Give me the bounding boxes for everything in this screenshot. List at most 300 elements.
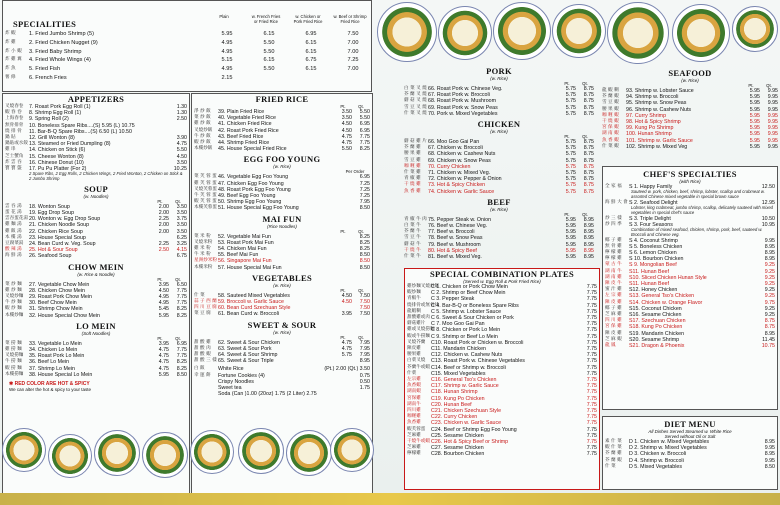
item-price: 5.75 [565, 86, 576, 92]
item-price: (Pt.) 2.00 (Qt.) 3.50 [324, 366, 370, 373]
item-price: 4.75 [176, 141, 187, 148]
menu-item [194, 391, 370, 397]
item-price: 7.75 [586, 377, 597, 384]
item-price: 7.75 [586, 408, 597, 415]
item-price: 5.50 [263, 48, 275, 55]
item-price: 8.95 [764, 243, 775, 250]
item-price: 2.50 [176, 116, 187, 123]
column-header: Qt. [582, 211, 588, 217]
item-price: 5.95 [749, 119, 760, 126]
menu-item [404, 189, 594, 195]
item-price: 2.00 [158, 222, 169, 229]
item-chinese-name: 宮保雞 [407, 395, 421, 401]
item-chinese-name: 芝士蟹角 [5, 153, 24, 159]
item-chinese-name: 牛 炒 麵 [5, 300, 22, 306]
item-price: 8.95 [764, 330, 775, 337]
item-chinese-name: 叉燒炒飯 [194, 127, 213, 133]
column-header: Plain [219, 14, 229, 19]
item-name: C 6. Sweet & Sour Chicken or Pork [431, 315, 514, 322]
item-chinese-name: 白 菜 叉 燒 [404, 86, 427, 91]
item-price [331, 74, 373, 83]
item-chinese-name: 雞 炒 麵 [5, 287, 22, 293]
item-chinese-name: 咖 喱 雞 [404, 163, 421, 169]
item-price: 5.95 [749, 137, 760, 144]
item-name: 56. Singapore Mai Fun [218, 258, 272, 265]
item-chinese-name: 龍 蝦 糊 [602, 88, 619, 93]
item-chinese-name: 菜 炒 飯 [194, 115, 211, 121]
item-name: C27. Sesame Chicken [431, 445, 484, 452]
item-price: 7.75 [586, 284, 597, 290]
item-name: 95. Shrimp w. Snow Peas [626, 100, 687, 107]
item-name: 32. House Special Chow Mein [29, 312, 100, 319]
item-price: 7.95 [359, 352, 370, 359]
item-name: D 4. Shrimp w. Broccoli [629, 457, 684, 464]
item-chinese-name: 什 菜 叉 燒 [404, 110, 427, 116]
item-name: 7. Roast Pork Egg Roll (1) [29, 104, 91, 110]
item-name: 74. Chicken w. Garlic Sauce [428, 188, 495, 195]
item-name: 14. Chicken on Stick (6) [29, 147, 86, 154]
item-price: 9.95 [767, 131, 778, 138]
item-name: 79. Beef w. Mushroom [428, 241, 481, 248]
item-price: 5.75 [565, 145, 576, 152]
item-name: 48. Roast Pork Egg Foo Young [218, 186, 291, 193]
item-price: 6.95 [359, 174, 370, 181]
item-name: 30. Beef Chow Mein [29, 300, 77, 307]
item-chinese-name: 炸 小 蝦 [5, 48, 22, 54]
item-name: 64. Sweet & Sour Shrimp [218, 352, 278, 359]
item-chinese-name: 雞 撈 麵 [5, 347, 22, 353]
item-name: S 6. Lemon Chicken [629, 250, 677, 256]
item-price: 8.75 [583, 170, 594, 177]
food-plate-image [493, 2, 551, 60]
item-price: 5.75 [565, 163, 576, 170]
item-chinese-name: 湖 南 雞 [605, 274, 622, 280]
item-chinese-name: 雞 麵 湯 [5, 222, 22, 228]
item-price: 6.50 [176, 281, 187, 288]
item-chinese-name: 菜 芙 蓉 蛋 [194, 174, 217, 180]
food-plate-image [94, 430, 140, 476]
item-price: 7.75 [586, 358, 597, 365]
item-chinese-name: 蝦 芙 蓉 蛋 [194, 199, 217, 205]
item-name: C21. Chicken Szechuan Style [431, 408, 502, 415]
item-price: 7.75 [586, 290, 597, 297]
item-chinese-name: 芝 麻 雞 [605, 312, 622, 318]
item-price: 4.75 [341, 339, 352, 346]
item-price: 7.50 [359, 299, 370, 306]
item-chinese-name: 雞 米 粉 [194, 246, 211, 252]
item-price: 7.75 [176, 287, 187, 294]
item-price: 5.95 [749, 112, 760, 119]
specialities-list [5, 30, 371, 83]
item-name: 99. Kung Po Shrimp [626, 125, 674, 132]
beef-list [404, 212, 594, 260]
combo-title: SPECIAL COMBINATION PLATES [430, 269, 574, 279]
item-price: 8.75 [764, 318, 775, 325]
item-price: 6.15 [305, 39, 317, 46]
item-chinese-name: 湖南蝦 [407, 389, 421, 395]
item-price: 8.95 [764, 439, 775, 445]
item-name: 65. Sweet & Sour Triple [218, 358, 274, 365]
item-price: 7.75 [176, 294, 187, 301]
item-chinese-name: 青 椒 雞 [404, 176, 421, 182]
item-price: 7.75 [176, 300, 187, 307]
item-price: 1.75 [359, 385, 370, 392]
item-name: 100. Hunan Shrimp [626, 131, 672, 138]
item-name: S17. Szechuan Chicken [629, 318, 686, 325]
item-name: 66. Roast Pork w. Chinese Veg. [428, 86, 503, 92]
item-chinese-name: 蘑 菇 雞 片 [404, 139, 427, 145]
lo-mein-subtitle: (Soft Noodles) [81, 330, 111, 336]
column-header: Pt. [564, 211, 570, 217]
item-price: 2.25 [158, 216, 169, 223]
item-name: Sweet tea [218, 385, 242, 392]
item-name: C15. Mixed Vegetables [431, 370, 486, 377]
item-price: 8.75 [583, 176, 594, 183]
item-description: Combination of mixed seafood, chicken, shrimp, pork, beef, sauteed w. Broccoli and Chinese veg. [631, 227, 763, 237]
item-chinese-name: 無 骨 雞 [605, 243, 622, 249]
item-price: 8.25 [176, 312, 187, 319]
item-name: 54. Chicken Mai Fun [218, 246, 267, 253]
item-price: 0.75 [359, 372, 370, 379]
item-price: 7.50 [359, 305, 370, 312]
item-price: 9.25 [764, 281, 775, 288]
item-price: 7.75 [586, 445, 597, 452]
column-header: Pt. [340, 334, 346, 340]
item-chinese-name: 豆腐菜湯 [5, 241, 24, 247]
item-price: 3.95 [341, 311, 352, 318]
item-price: 5.95 [565, 229, 576, 236]
item-price: 8.75 [583, 188, 594, 195]
item-chinese-name: 叉燒米粉 [194, 239, 213, 245]
item-price: 3.90 [176, 135, 187, 142]
food-plate-image [672, 4, 730, 62]
food-plate-image [286, 430, 332, 476]
item-name: 97. Curry Shrimp [626, 112, 667, 119]
item-price: 8.95 [764, 250, 775, 256]
item-chinese-name: 青 椒 牛 肉 [404, 216, 427, 222]
item-name: S 2. Seafood Delight [629, 199, 678, 206]
item-price: 7.00 [347, 39, 359, 46]
item-price: 8.50 [359, 252, 370, 259]
item-price: 6.95 [359, 121, 370, 128]
item-chinese-name: 什菜 [407, 370, 417, 376]
item-name: S11. Hunan Beef [629, 281, 669, 288]
item-price: 9.25 [764, 268, 775, 275]
item-price: 4.95 [158, 300, 169, 307]
item-name: S14. Chicken w. Orange Flavor [629, 299, 703, 306]
item-name: 47. Chicken Egg Foo Young [218, 180, 284, 187]
chefs-box [602, 166, 778, 410]
item-price: 4.75 [158, 365, 169, 372]
item-name: D 3. Chicken w. Broccoli [629, 451, 687, 458]
item-price: 9.95 [767, 88, 778, 94]
item-price: 11.45 [762, 336, 775, 343]
item-name: 98. Hot & Spicy Shrimp [626, 119, 681, 126]
item-name: 68. Roast Pork w. Mushroom [428, 98, 497, 105]
item-chinese-name: 椰 子 雞 [605, 237, 622, 243]
item-name: S13. General Tso's Chicken [629, 293, 695, 300]
item-name: 45. House Special Fried Rice [218, 146, 287, 153]
item-price [368, 391, 370, 397]
item-chinese-name: 干 燒 蝦 [602, 119, 619, 125]
item-price: 2.15 [221, 74, 233, 81]
item-price: 8.50 [176, 371, 187, 378]
item-name: 4. Fried Whole Wings (4) [29, 57, 91, 64]
spicy-note-text: RED COLOR ARE HOT & SPICY [14, 381, 90, 388]
item-chinese-name: 蝦 春 卷 [5, 110, 22, 116]
item-chinese-name: 菜 炒 麵 [5, 281, 22, 287]
item-name: D 5. Mixed Vegetables [629, 463, 682, 470]
item-price: 3.50 [341, 115, 352, 122]
item-price: 5.50 [176, 147, 187, 154]
item-name: 42. Roast Pork Fried Rice [218, 127, 279, 134]
item-name: S11. Hunan Beef [629, 268, 669, 275]
item-chinese-name: 四 川 雞 [605, 318, 622, 324]
item-price: 5.95 [565, 254, 576, 261]
item-price: 2.00 [158, 210, 169, 217]
egg-foo-young-subtitle: (w. Rice) [273, 164, 291, 170]
item-price: 7.75 [586, 346, 597, 353]
item-price: 2.00 [158, 203, 169, 210]
item-price: 5.95 [749, 100, 760, 107]
item-name: 75. Pepper Steak w. Onion [428, 216, 492, 223]
item-price: 5.95 [749, 131, 760, 138]
item-chinese-name: 炸 雲 吞 [5, 159, 22, 165]
item-price: 7.50 [359, 292, 370, 299]
item-price: 4.95 [221, 66, 233, 73]
item-chinese-name: 蝦 炒 麵 [5, 306, 22, 312]
column-header: Pt. [157, 198, 163, 204]
item-price: 7.75 [586, 426, 597, 433]
item-price: 9.25 [764, 274, 775, 281]
item-price: 12.95 [761, 199, 775, 206]
item-price: 8.95 [583, 235, 594, 242]
item-chinese-name: 蘑菇雞片 [407, 321, 426, 327]
item-name: S 10. Bourbon Chicken [629, 256, 684, 263]
item-name: C 4. Bar-B-Q or Boneless Spare Ribs [431, 302, 519, 309]
item-price: 8.75 [583, 139, 594, 146]
item-name: 36. Beef Lo Mein [29, 359, 70, 366]
item-chinese-name: 雞或叉燒撈麵 [407, 327, 435, 333]
item-name: D 2. Shrimp w. Mixed Vegetables [629, 445, 707, 452]
column-header: Qt. [175, 335, 181, 341]
item-chinese-name: 雞炒麵叉燒炒飯 [407, 284, 440, 289]
item-price: 5.45 [158, 306, 169, 313]
menu-item [194, 265, 370, 271]
item-price: 8.75 [583, 151, 594, 158]
chili-icon: ✱ [9, 381, 15, 388]
item-name: 31. Shrimp Chow Mein [29, 306, 83, 313]
item-price: 7.25 [359, 186, 370, 193]
item-price: 7.75 [359, 140, 370, 147]
item-chinese-name: 蝦 炒 飯 [194, 140, 211, 146]
item-chinese-name: 雪 豆 叉 燒 [404, 104, 427, 110]
item-price: 7.75 [586, 308, 597, 315]
menu-item [404, 254, 594, 260]
item-name: 101. Shrimp w. Garlic Sauce [626, 137, 693, 144]
item-name: C25. Sesame Chicken [431, 432, 484, 439]
misc-list [192, 364, 372, 397]
item-chinese-name: 蜜 汁 雞 [605, 287, 622, 293]
chow-mein-list [3, 277, 189, 319]
item-price: 5.50 [263, 39, 275, 46]
item-name: C23. Chicken w. Garlic Sauce [431, 420, 502, 427]
item-name: 39. Plain Fried Rice [218, 109, 265, 115]
item-chinese-name: 叉燒春卷 [5, 104, 24, 109]
item-name: 52. Vegetable Mai Fun [218, 233, 272, 240]
combo-box [404, 268, 600, 490]
item-chinese-name: 芥 蘭 雞 [404, 145, 421, 151]
item-price: 5.75 [565, 188, 576, 195]
item-name: 76. Beef w. Chinese Veg. [428, 223, 488, 230]
item-price: 8.50 [359, 258, 370, 265]
item-price: 12.50 [761, 184, 775, 190]
chefs-title: CHEF'S SPECIALTIES [643, 169, 737, 179]
seafood-subtitle: (w. Rice) [681, 78, 699, 83]
food-plate-image [48, 434, 92, 478]
item-price: 9.95 [764, 445, 775, 452]
item-name: 26. Seafood Soup [29, 253, 72, 260]
pork-list [404, 81, 594, 117]
mai-fun-title: MAI FUN [262, 213, 302, 224]
item-chinese-name: 宮 保 蝦 [602, 125, 619, 131]
menu-item [5, 30, 371, 39]
item-price: 7.95 [359, 339, 370, 346]
column-header: w. French Fries or Fried Rice [251, 14, 281, 24]
menu-item [194, 311, 370, 317]
item-price: 8.95 [583, 229, 594, 236]
food-plate-image [142, 432, 188, 478]
item-chinese-name: 咖喱雞 [407, 414, 421, 420]
item-name: C 8. Chicken or Pork Lo Mein [431, 327, 501, 334]
item-chinese-name: 芝麻雞 [407, 432, 421, 438]
item-chinese-name: 燒排骨或無骨排 [407, 302, 440, 308]
item-chinese-name: 雪 豆 牛 [404, 235, 421, 241]
item-price: 8.75 [583, 157, 594, 164]
item-price: 5.75 [565, 92, 576, 99]
food-plate-image [2, 428, 46, 472]
item-chinese-name: 雪 豆 蝦 [602, 100, 619, 106]
pork-chicken-beef [404, 66, 594, 260]
column-header: Pt. [748, 83, 754, 88]
item-price: 5.75 [565, 176, 576, 183]
item-price: 9.95 [767, 100, 778, 107]
item-price: 8.95 [359, 358, 370, 365]
item-chinese-name: 上海春卷 [5, 116, 24, 122]
item-price: 7.75 [586, 439, 597, 446]
item-price: 4.15 [176, 247, 187, 254]
item-price: 7.75 [586, 327, 597, 334]
beef-subtitle: (w. Rice) [490, 206, 508, 212]
item-price: 4.50 [341, 121, 352, 128]
menu-item [5, 74, 371, 83]
item-name: C22. Curry Chicken [431, 414, 478, 421]
item-name: 78. Beef w. Snow Peas [428, 235, 483, 242]
item-name: C 9. Shrimp or Beef Lo Mein [431, 333, 498, 340]
item-chinese-name: 寶 寶 盤 [5, 166, 22, 172]
appetizers-title: APPETIZERS [67, 94, 125, 104]
food-plate-image [732, 6, 778, 52]
item-price: 1.30 [176, 104, 187, 110]
item-name: 62. Sweet & Sour Chicken [218, 339, 280, 346]
item-price: 5.95 [749, 94, 760, 101]
item-chinese-name: 蛋 花 湯 [5, 210, 22, 216]
column-header: Qt. [358, 287, 364, 293]
item-chinese-name: 甜 酸 三 樣 [194, 358, 217, 364]
item-price [289, 74, 331, 83]
item-price: 4.75 [158, 359, 169, 366]
item-name: C20. Hunan Beef [431, 401, 472, 408]
column-header: Qt. [766, 83, 772, 88]
item-price: 7.00 [347, 66, 359, 73]
item-chinese-name: 干 燒 雞 [404, 182, 421, 188]
beef-title: BEEF [487, 196, 511, 207]
item-name: 94. Shrimp w. Broccoli [626, 94, 679, 101]
item-chinese-name: 青椒牛 [407, 296, 421, 302]
item-price: 10.25 [173, 166, 187, 173]
item-name: 12. Grill Wonton (8) [29, 135, 75, 142]
column-header: Per Order [345, 169, 365, 175]
item-chinese-name: 四川雞 [407, 408, 421, 414]
item-name: S 9. Mongolian Beef [629, 262, 677, 269]
item-price: 10.75 [761, 343, 775, 350]
mai-fun-subtitle: (Rice Noodles) [267, 223, 297, 229]
item-chinese-name: 腰果雞 [407, 352, 421, 358]
column-header: Pt. [157, 335, 163, 341]
item-price: 5.75 [565, 170, 576, 177]
item-chinese-name: 椰 子 雞 [605, 305, 622, 311]
chefs-subtitle: (with Rice) [679, 179, 701, 184]
item-price: 5.95 [749, 106, 760, 113]
item-name: 35. Roast Pork Lo Mein [29, 353, 85, 360]
item-price: 8.95 [583, 241, 594, 248]
item-price: 7.75 [586, 401, 597, 408]
item-price: 3.50 [176, 159, 187, 166]
lo-mein-list [3, 336, 189, 378]
seafood-title: SEAFOOD [668, 68, 712, 78]
item-price: 7.75 [586, 364, 597, 371]
item-name: C14. Beef or Shrimp w. Broccoli [431, 364, 506, 371]
item-price: 5.95 [749, 143, 760, 150]
item-price: 6.95 [305, 31, 317, 37]
item-chinese-name: 菜 撈 麵 [5, 340, 22, 346]
item-price: 7.50 [347, 31, 359, 37]
item-chinese-name: 干燒牛或蝦 [407, 439, 430, 445]
item-name: 29. Roast Pork Chow Mein [29, 294, 93, 301]
item-price: 9.25 [764, 293, 775, 300]
item-chinese-name: 蒜 子 西 蘭 [194, 299, 217, 305]
item-name: 25. Hot & Sour Soup [29, 247, 78, 254]
item-price: 9.95 [767, 94, 778, 101]
item-name: C16. General Tso's Chicken [431, 377, 497, 384]
item-chinese-name: 白 菜 牛 [404, 223, 421, 229]
item-name: C28. Bourbon Chicken [431, 451, 485, 458]
fried-rice-title: FRIED RICE [255, 94, 309, 104]
diet-box [602, 416, 778, 490]
item-chinese-name: 炒 四 季 [605, 221, 622, 227]
item-name: S 5. Boneless Chicken [629, 243, 683, 250]
item-price: 5.95 [749, 88, 760, 94]
item-price: 7.75 [586, 383, 597, 390]
item-chinese-name: 全 家 福 [605, 184, 622, 189]
item-name: 19. Egg Drop Soup [29, 210, 75, 217]
item-description: Lobster, king crabmeat, jumbo shrimp, scallop, delicately sauteed with mixed vegetables in special chef's sauce [631, 205, 773, 215]
item-chinese-name: 炸 雞 翼 [5, 57, 22, 63]
item-name: 10. Boneless Spare Ribs....(S) 5.95 (L) 10.75 [29, 122, 135, 129]
soup-list [3, 199, 189, 260]
item-chinese-name: 牛 撈 麵 [5, 359, 22, 365]
food-plate-image [552, 4, 606, 58]
